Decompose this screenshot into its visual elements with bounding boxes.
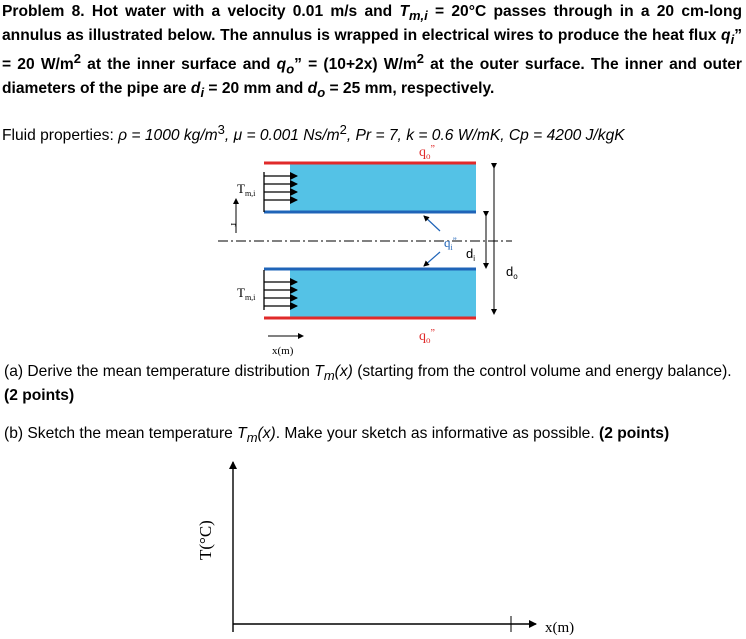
tmi-bottom-label: $T_{m,i}$	[237, 285, 256, 302]
qo-bottom-label: $q_o^”$	[419, 328, 435, 345]
fluid-properties: Fluid properties: ρ = 1000 $kg/m^3$, μ = 0.001 $Ns/m^2$, Pr = 7, k = 0.6 W/mK, Cp = 4200 J/kgK	[2, 122, 625, 145]
qi-label: $q_i^”$	[444, 235, 457, 252]
sketch-x-label: x(m)	[545, 620, 575, 636]
x-label-figure: x(m)	[272, 345, 294, 357]
fluid-region-top	[290, 164, 476, 212]
question-a: (a) Derive the mean temperature distribution $T_m(x)$ (starting from the control volume and energy balance). (2 points)	[4, 363, 732, 404]
qo-top-label: $q_o^”$	[419, 144, 435, 161]
qi-arrow-down	[424, 252, 440, 266]
qi-arrow-up	[424, 216, 440, 231]
fluid-region-bottom	[290, 270, 476, 318]
problem-statement: Problem 8. Hot water with a velocity 0.01 m/s and $T_{m,i} = 20^\circ C$ passes through in a 20 cm-long annulus as illustrated below. The annulus is wrapped in electrical wires to produce the heat flux $q_i$” = 20 $W/m^2$ at the inner surface and $q_o$” = (10+2x) $W/m^2$ at the outer surface. The inner and outer diameters of the pipe are $d_i = 20$ mm and $d_o = 25$ mm, respectively.	[2, 3, 743, 101]
question-b: (b) Sketch the mean temperature $T_m(x)$. Make your sketch as informative as possible. (2 points)	[4, 425, 670, 446]
sketch-y-label: T(°C)	[196, 520, 215, 560]
r-label: r	[228, 223, 239, 227]
di-label: $d_i$	[466, 246, 476, 263]
tmi-top-label: $T_{m,i}$	[237, 181, 256, 198]
do-label: $d_o$	[506, 264, 518, 281]
